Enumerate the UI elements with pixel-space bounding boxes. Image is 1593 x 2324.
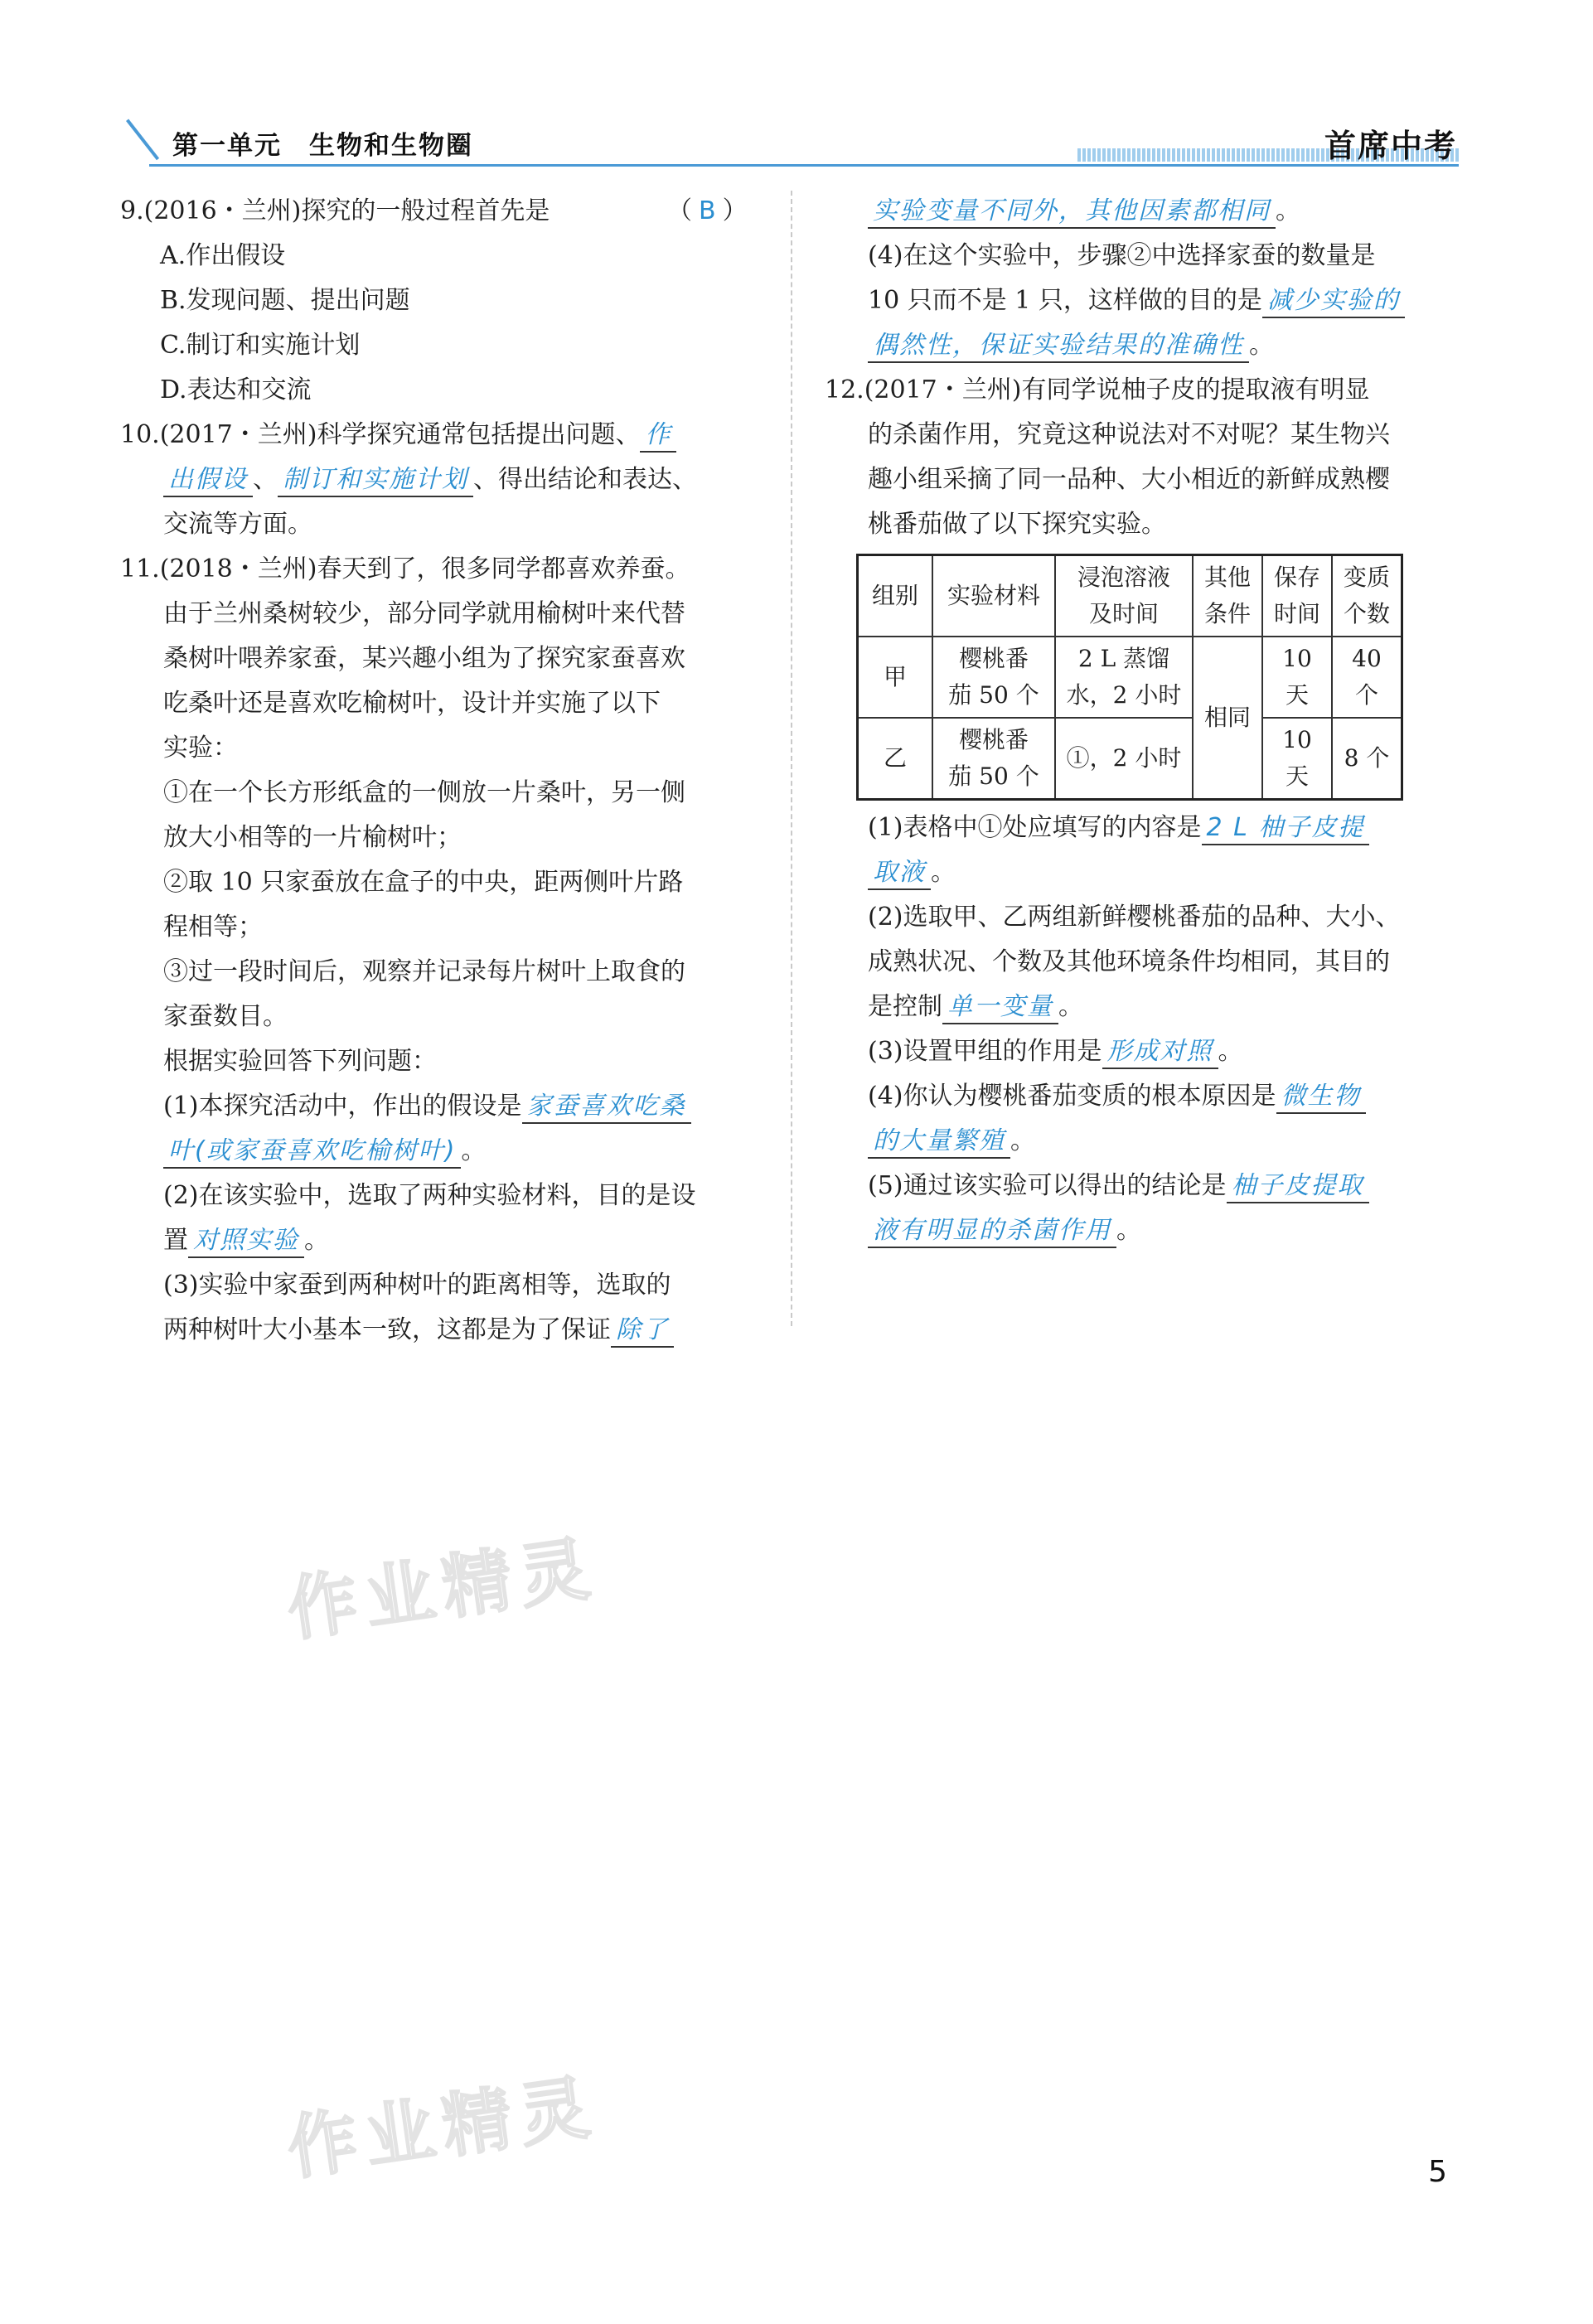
header-title: 生物和生物圈	[309, 131, 473, 161]
q12-part2-line-2: 成熟状况、个数及其他环境条件均相同，其目的	[868, 947, 1390, 976]
q11-step-3a: ③过一段时间后，观察并记录每片树叶上取食的	[163, 957, 685, 986]
q11-line-1: 11.(2018・兰州)春天到了，很多同学都喜欢养蚕。	[120, 554, 690, 583]
q11-line-3: 桑树叶喂养家蚕，某兴趣小组为了探究家蚕喜欢	[163, 644, 685, 673]
q11-p3-text: 两种树叶大小基本一致，这都是为了保证	[163, 1315, 611, 1344]
q10-text-1: 10.(2017・兰州)科学探究通常包括提出问题、	[120, 420, 641, 449]
q12-s1-end: 。	[931, 858, 956, 887]
q12-s2-end: 。	[1058, 992, 1083, 1021]
cell-storage-jia: 10 天	[1262, 637, 1332, 718]
th-material: 实验材料	[932, 555, 1055, 637]
q9-paren-open: （	[667, 196, 692, 225]
header-accent-slash	[126, 119, 159, 161]
q12-part3-line	[825, 1029, 1463, 1074]
q12-line-2: 的杀菌作用，究竟这种说法对不对呢？某生物兴	[868, 420, 1390, 449]
q11-part4-line-3	[825, 323, 1463, 368]
header-unit: 第一单元	[172, 131, 282, 161]
q11-line-2: 由于兰州桑树较少，部分同学就用榆树叶来代替	[163, 599, 685, 628]
th-group: 组别	[858, 555, 933, 637]
q9-paren-close: ）	[722, 196, 748, 225]
watermark-2: 作业精灵	[282, 2065, 603, 2190]
q11-p1-answer-a: 家蚕喜欢吃桑	[522, 1091, 691, 1124]
cell-solution-jia: 2 L 蒸馏 水，2 小时	[1055, 637, 1193, 718]
right-column	[825, 189, 1463, 1253]
q12-s1-text: (1)表格中①处应填写的内容是	[868, 813, 1202, 842]
q11-p1-answer-b: 叶(或家蚕喜欢吃榆树叶)	[163, 1135, 461, 1169]
q12-s1-answer-b: 取液	[868, 857, 931, 890]
q12-s5-answer-a: 柚子皮提取	[1227, 1170, 1369, 1203]
q9-stem	[120, 189, 758, 234]
th-storage: 保存 时间	[1262, 555, 1332, 637]
q11-part2-line-2	[120, 1218, 758, 1263]
cell-other-merged: 相同	[1193, 637, 1262, 800]
q11-part3-line-1: (3)实验中家蚕到两种树叶的距离相等，选取的	[163, 1271, 671, 1300]
q10-answer-1b: 出假设	[163, 464, 253, 497]
q11-p2-answer: 对照实验	[188, 1225, 304, 1258]
page-header	[124, 116, 1459, 174]
q11-p3-end: 。	[1276, 196, 1300, 225]
q12-s4-answer-a: 微生物	[1276, 1081, 1366, 1114]
q12-s3-answer: 形成对照	[1102, 1036, 1218, 1069]
table-header-row	[858, 555, 1402, 637]
q9-option-d: D.表达和交流	[160, 375, 312, 404]
q12-s5-end: 。	[1116, 1216, 1141, 1245]
q11-step-2b: 程相等；	[163, 913, 263, 942]
q12-s5-answer-b: 液有明显的杀菌作用	[868, 1215, 1116, 1248]
th-solution: 浸泡溶液 及时间	[1055, 555, 1193, 637]
q11-step-2a: ②取 10 只家蚕放在盒子的中央，距两侧叶片路	[163, 868, 684, 897]
q11-part4-line-1: (4)在这个实验中，步骤②中选择家蚕的数量是	[868, 241, 1376, 270]
q11-line-5: 实验：	[163, 734, 238, 763]
q11-p2-pre: 置	[163, 1226, 188, 1255]
q11-p4-answer-b: 偶然性，保证实验结果的准确性	[868, 330, 1249, 363]
header-brand: 首席中考	[1324, 128, 1457, 164]
q10-separator: 、	[253, 465, 278, 494]
cell-group-jia: 甲	[858, 637, 933, 718]
table-row	[858, 637, 1402, 718]
q10-answer-2: 制订和实施计划	[278, 464, 473, 497]
cell-group-yi: 乙	[858, 718, 933, 800]
q11-p4-text: 10 只而不是 1 只，这样做的目的是	[868, 286, 1262, 315]
q11-instruction: 根据实验回答下列问题：	[163, 1047, 437, 1076]
th-other: 其他 条件	[1193, 555, 1262, 637]
q11-p2-end: 。	[304, 1226, 329, 1255]
header-rule	[149, 164, 1459, 167]
q11-p3-answer-a: 除了	[611, 1315, 674, 1348]
header-unit-title	[172, 124, 473, 162]
q12-part4-line-2	[825, 1119, 1463, 1164]
q10-line-1	[120, 413, 758, 458]
q11-p3-answer-b: 实验变量不同外，其他因素都相同	[868, 196, 1276, 229]
q12-part5-line-2	[825, 1208, 1463, 1253]
q12-line-1: 12.(2017・兰州)有同学说柚子皮的提取液有明显	[825, 375, 1370, 404]
q11-step-1b: 放大小相等的一片榆树叶；	[163, 823, 462, 852]
q12-part2-line-1: (2)选取甲、乙两组新鲜樱桃番茄的品种、大小、	[868, 903, 1401, 932]
cell-spoiled-jia: 40 个	[1332, 637, 1402, 718]
experiment-table	[856, 554, 1403, 801]
q12-part5-line-1	[825, 1164, 1463, 1208]
cell-storage-yi: 10 天	[1262, 718, 1332, 800]
q12-s3-end: 。	[1218, 1037, 1243, 1066]
page-number: 5	[1428, 2155, 1447, 2189]
q9-option-c: C.制订和实施计划	[160, 331, 361, 360]
q9-answer: B	[699, 196, 716, 225]
q12-s4-answer-b: 的大量繁殖	[868, 1126, 1010, 1159]
column-divider	[791, 191, 792, 1326]
q12-line-3: 趣小组采摘了同一品种、大小相近的新鲜成熟樱	[868, 465, 1390, 494]
q12-line-4: 桃番茄做了以下探究实验。	[868, 510, 1166, 539]
q12-s5-text: (5)通过该实验可以得出的结论是	[868, 1171, 1227, 1200]
q12-s2-answer: 单一变量	[942, 991, 1058, 1024]
cell-solution-yi: ①，2 小时	[1055, 718, 1193, 800]
q11-p4-end: 。	[1249, 331, 1274, 360]
q10-answer-1a: 作	[640, 419, 676, 453]
q11-p1-text: (1)本探究活动中，作出的假设是	[163, 1092, 522, 1121]
q12-part1-line-2	[825, 850, 1463, 895]
cell-material-jia: 樱桃番 茄 50 个	[932, 637, 1055, 718]
q12-s2-pre: 是控制	[868, 992, 942, 1021]
q11-part3-line-3	[825, 189, 1463, 234]
q9-answer-paren	[667, 189, 748, 234]
q10-line-3: 交流等方面。	[163, 510, 312, 539]
q11-step-1a: ①在一个长方形纸盒的一侧放一片桑叶，另一侧	[163, 778, 685, 807]
th-spoiled: 变质 个数	[1332, 555, 1402, 637]
q11-part4-line-2	[825, 278, 1463, 323]
q12-part2-line-3	[825, 985, 1463, 1029]
q11-part3-line-2	[120, 1308, 758, 1353]
q12-s4-end: 。	[1010, 1126, 1035, 1155]
q11-part2-line-1: (2)在该实验中，选取了两种实验材料，目的是设	[163, 1181, 696, 1210]
left-column	[120, 189, 758, 1353]
cell-spoiled-yi: 8 个	[1332, 718, 1402, 800]
q9-option-a: A.作出假设	[160, 241, 286, 270]
q12-s3-text: (3)设置甲组的作用是	[868, 1037, 1102, 1066]
q11-p4-answer-a: 减少实验的	[1262, 285, 1405, 318]
q11-line-4: 吃桑叶还是喜欢吃榆树叶，设计并实施了以下	[163, 689, 661, 718]
cell-material-yi: 樱桃番 茄 50 个	[932, 718, 1055, 800]
q12-part4-line-1	[825, 1074, 1463, 1119]
q12-s1-answer-a: 2 L 柚子皮提	[1202, 812, 1370, 845]
watermark-1: 作业精灵	[282, 1527, 603, 1651]
q9-stem-text: 9.(2016・兰州)探究的一般过程首先是	[120, 196, 550, 225]
q11-p1-end: 。	[461, 1136, 487, 1165]
q10-line-2	[120, 458, 758, 502]
q11-part1-line-2	[120, 1129, 758, 1174]
q11-step-3b: 家蚕数目。	[163, 1002, 288, 1031]
q9-option-b: B.发现问题、提出问题	[160, 286, 410, 315]
q12-part1-line-1	[825, 806, 1463, 850]
q11-part1-line-1	[120, 1084, 758, 1129]
q12-s4-text: (4)你认为樱桃番茄变质的根本原因是	[868, 1082, 1276, 1111]
table-row	[858, 718, 1402, 800]
q10-text-2: 、得出结论和表达、	[473, 465, 697, 494]
